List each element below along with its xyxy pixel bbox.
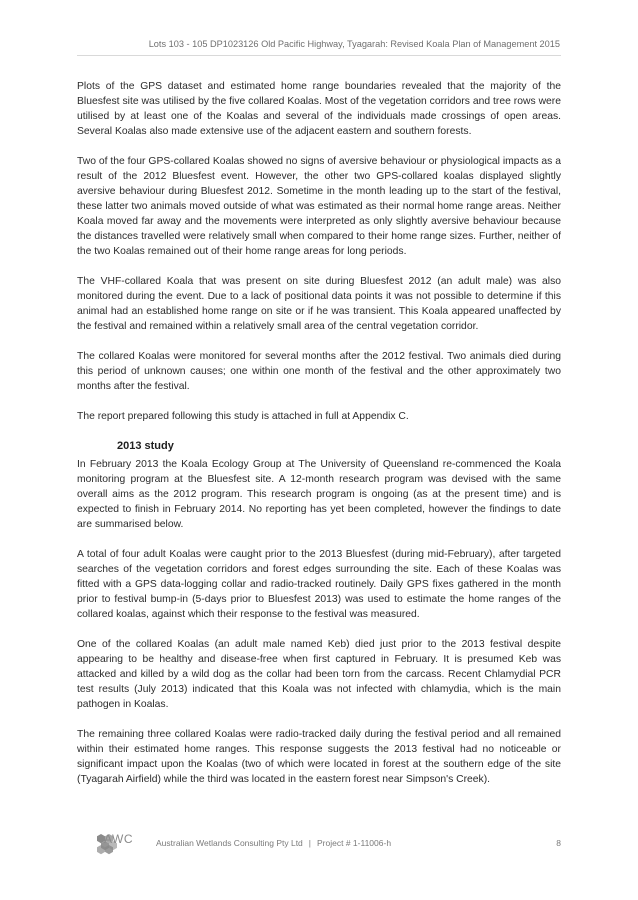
- paragraph-gps-plots: Plots of the GPS dataset and estimated home range boundaries revealed that the majority of the Bluesfest site was utilised by the five collared Koalas. Most of the vegetation corridors and tree rows were utilised by at least one of the Koalas and several of the individuals made crossings of open areas. Several Koalas also made extensive use of the adjacent eastern and southern forests.: [77, 81, 561, 137]
- page-footer: [77, 829, 561, 859]
- paragraph-remaining-koalas: The remaining three collared Koalas were radio-tracked daily during the festival period and all remained within their estimated home ranges. This response suggests the 2013 festival had no noticeable or significant impact upon the Koalas (two of which were located in forest at the southern edge of the site (Tyagarah Airfield) while the third was located in the eastern forest near Simpson's Creek).: [77, 729, 561, 785]
- paragraph-2013-program: In February 2013 the Koala Ecology Group at The University of Queensland re-commenced the Koala monitoring program at the Bluesfest site. A 12-month research program was devised with the same overall aims as the 2012 program. This research program is ongoing (as at the present time) and is expected to finish in February 2014. No reporting has yet been completed, however the findings to date are summarised below.: [77, 459, 561, 530]
- running-header: Lots 103 - 105 DP1023126 Old Pacific Highway, Tyagarah: Revised Koala Plan of Management 2015: [148, 39, 560, 49]
- section-heading-2013-study: 2013 study: [117, 440, 174, 452]
- paragraph-appendix-reference: The report prepared following this study is attached in full at Appendix C.: [77, 411, 409, 422]
- paragraph-vhf-collared-koala: The VHF-collared Koala that was present on site during Bluesfest 2012 (an adult male) was also monitored during the event. Due to a lack of positional data points it was not possible to determine if this animal had an established home range on site or if he was transient. This Koala appeared unaffected by the festival and remained within a relatively small area of the central vegetation corridor.: [77, 276, 561, 332]
- header-divider: [77, 55, 561, 56]
- awc-logo-text: AWC: [104, 832, 134, 846]
- paragraph-aversive-behaviour: Two of the four GPS-collared Koalas showed no signs of aversive behaviour or physiological impacts as a result of the 2012 Bluesfest event. However, the other two GPS-collared koalas displayed slightly aversive behaviour during Bluesfest 2012. Sometime in the month leading up to the start of the festival, these latter two animals moved outside of what was estimated as their normal home range areas. Neither Koala moved far away and the movements were interpreted as only slightly aversive behaviour because the distances travelled were relatively small when compared to their home range sizes. Further, neither of the two Koalas remained out of their home range areas for long periods.: [77, 156, 561, 257]
- paragraph-keb-death: One of the collared Koalas (an adult male named Keb) died just prior to the 2013 festival despite appearing to be healthy and disease-free when first captured in February. It is presumed Keb was attacked and killed by a wild dog as the collar had been torn from the carcass. Recent Chlamydial PCR test results (July 2013) indicated that this Koala was not infected with chlamydia, which is the main pathogen in Koalas.: [77, 639, 561, 710]
- footer-info: [156, 838, 391, 848]
- page-number: 8: [556, 838, 561, 848]
- footer-separator: |: [308, 838, 312, 848]
- paragraph-four-adult-koalas: A total of four adult Koalas were caught prior to the 2013 Bluesfest (during mid-February), after targeted searches of the vegetation corridors and forest edges surrounding the site. Each of these Koalas was fitted with a GPS data-logging collar and radio-tracked routinely. Daily GPS fixes gathered in the month prior to festival bump-in (5-days prior to Bluesfest 2013) was used to estimate the home ranges of the collared koalas, against which their response to the festival was measured.: [77, 549, 561, 620]
- document-body: [77, 79, 561, 802]
- footer-company: Australian Wetlands Consulting Pty Ltd: [156, 838, 303, 848]
- paragraph-monitoring-after-festival: The collared Koalas were monitored for several months after the 2012 festival. Two animals died during this period of unknown causes; one within one month of the festival and the other approximately two months after the festival.: [77, 351, 561, 392]
- footer-project-number: Project # 1-11006-h: [317, 838, 392, 848]
